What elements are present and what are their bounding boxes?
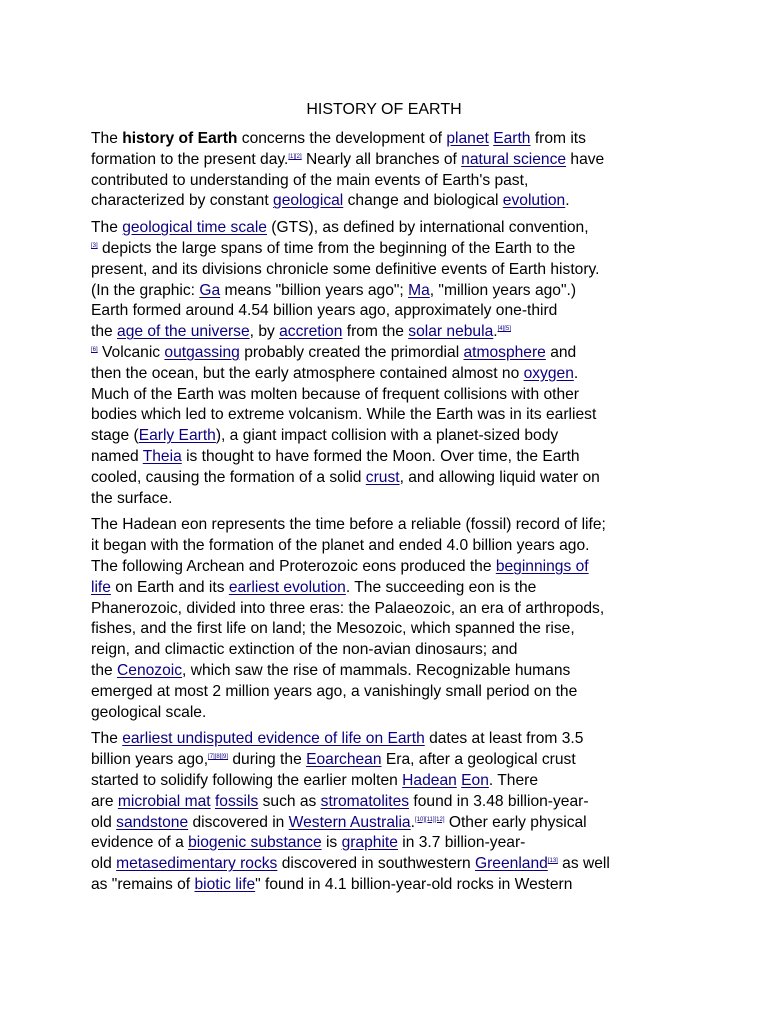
text-line [91,405,691,426]
text-run: is thought to have formed the Moon. Over time, the Earth [181,447,580,465]
text-line [91,619,691,640]
text-run: , "million years ago".) [429,281,577,299]
text-run: old [91,855,117,873]
text-run: characterized by constant [91,192,274,210]
link-fossils[interactable]: fossils [214,792,259,810]
text-line [91,281,691,302]
text-line [91,557,691,578]
link-geological-time-scale[interactable]: geological time scale [122,219,267,237]
text-run: Volcanic [97,343,165,361]
link-natural-science[interactable]: natural science [461,150,567,168]
text-run: Much of the Earth was molten because of frequent collisions with other [91,385,579,403]
text-line [91,640,691,661]
text-line [91,468,691,489]
text-line [91,771,691,792]
text-line [91,703,691,724]
text-line [91,578,691,599]
text-run: ), a giant impact collision with a planet-sized body [215,427,559,445]
text-run: discovered in southwestern [277,855,475,873]
link-metasedimentary-rocks[interactable]: metasedimentary rocks [116,855,278,873]
link-age-of-the-universe[interactable]: age of the universe [117,323,250,341]
text-run: . [573,364,579,382]
text-run: the [91,661,118,679]
text-run: billion years ago, [91,751,209,769]
link-crust[interactable]: crust [365,468,400,486]
article-body [91,129,691,902]
text-run: Era, after a geological crust [381,751,576,769]
text-run: means "billion years ago"; [220,281,409,299]
text-run: emerged at most 2 million years ago, a vanishingly small period on the [91,682,578,700]
link-oxygen[interactable]: oxygen [523,364,574,382]
text-run: and [545,343,577,361]
citation-link[interactable]: [3] [91,242,98,249]
link-early-earth[interactable]: Early Earth [138,427,216,445]
link-eoarchean[interactable]: Eoarchean [306,751,382,769]
text-run: in 3.7 billion-year- [397,834,526,852]
citation-link[interactable]: [10][11][12] [414,816,445,823]
text-run: bodies which led to extreme volcanism. While the Earth was in its earliest [91,406,597,424]
link-beginnings-of-life[interactable]: beginnings of [495,557,589,575]
bold-term: history of Earth [122,130,238,147]
text-run: evidence of a [91,834,189,852]
text-line [91,661,691,682]
link-ga[interactable]: Ga [199,281,221,299]
text-run: reign, and climactic extinction of the non-avian dinosaurs; and [91,641,518,659]
text-run: Phanerozoic, divided into three eras: the Palaeozoic, an era of arthropods, [91,599,605,617]
link-graphite[interactable]: graphite [341,834,398,852]
text-run: concerns the development of [237,130,447,147]
link-earliest-evolution[interactable]: earliest evolution [228,578,346,596]
text-run: . The succeeding eon is the [345,578,537,596]
text-line [91,599,691,620]
text-line [91,218,691,239]
text-run: the surface. [91,489,173,507]
text-run: named [91,447,143,465]
text-run: (In the graphic: [91,281,200,299]
text-run: (GTS), as defined by international convention, [266,219,589,237]
text-run: The following Archean and Proterozoic eons produced the [91,557,496,575]
text-run: on Earth and its [110,578,229,596]
text-run: as well [557,855,610,873]
link-eon[interactable]: Eon [461,771,489,789]
text-run: discovered in [188,813,289,831]
text-run: fishes, and the first life on land; the Mesozoic, which spanned the rise, [91,620,575,638]
text-run: formation to the present day. [91,150,289,168]
citation-link[interactable]: [13] [547,858,558,865]
link-biotic-life[interactable]: biotic life [194,875,256,893]
text-run: dates at least from 3.5 [424,730,584,748]
text-line [91,239,691,260]
text-run: from its [530,130,586,147]
text-line [91,343,691,364]
link-biogenic-substance[interactable]: biogenic substance [188,834,322,852]
text-line [91,536,691,557]
text-line [91,301,691,322]
link-earth[interactable]: Earth [493,130,531,147]
text-line [91,729,691,750]
text-run: old [91,813,117,831]
link-greenland[interactable]: Greenland [474,855,548,873]
page-title: HISTORY OF EARTH [306,101,462,118]
link-solar-nebula[interactable]: solar nebula [408,323,494,341]
text-line [91,150,691,171]
citation-link[interactable]: [6] [91,346,98,353]
link-atmosphere[interactable]: atmosphere [463,343,546,361]
text-run: from the [342,323,409,341]
text-run: have [566,150,605,168]
link-sandstone[interactable]: sandstone [116,813,189,831]
text-run: is [321,834,342,852]
text-run: the [91,323,118,341]
link-microbial-mat[interactable]: microbial mat [117,792,211,810]
text-run: as "remains of [91,875,195,893]
text-line [91,260,691,281]
link-stromatolites[interactable]: stromatolites [320,792,410,810]
text-line [91,426,691,447]
text-run: change and biological [343,192,503,210]
link-earliest-undisputed-evidence[interactable]: earliest undisputed evidence of life on Earth [122,730,425,748]
text-line [91,833,691,854]
text-line [91,682,691,703]
citation-link[interactable]: [1][2] [288,153,302,160]
text-line [91,447,691,468]
text-run: found in 3.48 billion-year- [409,792,589,810]
text-run: The [91,130,123,147]
text-run: . [565,192,570,210]
citation-link[interactable]: [7][8][9] [208,754,229,761]
text-run: stage ( [91,427,139,445]
link-outgassing[interactable]: outgassing [164,343,240,361]
link-ma[interactable]: Ma [408,281,430,299]
text-line [91,364,691,385]
text-run: . [410,813,415,831]
text-run: " found in 4.1 billion-year-old rocks in Western [255,875,573,893]
text-line [91,489,691,510]
text-line [91,191,691,212]
text-run: such as [258,792,321,810]
text-run: The Hadean eon represents the time before a reliable (fossil) record of life; [91,516,606,534]
text-run: then the ocean, but the early atmosphere contained almost no [91,364,524,382]
text-run: started to solidify following the earlier molten [91,771,403,789]
text-run: probably created the primordial [239,343,464,361]
text-line [91,792,691,813]
text-run: Nearly all branches of [301,150,462,168]
text-run: it began with the formation of the planet and ended 4.0 billion years ago. [91,537,590,555]
text-run: The [91,219,123,237]
text-run: . [493,323,498,341]
paragraph-earliest-life [91,729,691,895]
paragraph-intro [91,129,691,212]
link-theia[interactable]: Theia [142,447,182,465]
text-line [91,129,691,150]
text-run: contributed to understanding of the main events of Earth's past, [91,171,529,189]
link-planet[interactable]: planet [446,130,489,147]
text-line [91,322,691,343]
link-evolution[interactable]: evolution [502,192,566,210]
text-line [91,875,691,896]
link-accretion[interactable]: accretion [279,323,343,341]
text-run: during the [228,751,307,769]
link-hadean[interactable]: Hadean [402,771,457,789]
paragraph-eons [91,515,691,723]
link-geological[interactable]: geological [273,192,344,210]
text-run: The [91,730,123,748]
text-run: Earth formed around 4.54 billion years ago, approximately one-third [91,302,558,320]
link-western-australia[interactable]: Western Australia [288,813,411,831]
text-line [91,385,691,406]
text-line [91,813,691,834]
text-line [91,515,691,536]
paragraph-time-scale [91,218,691,509]
text-run: depicts the large spans of time from the beginning of the Earth to the [97,239,576,257]
link-beginnings-of-life-cont[interactable]: life [91,578,111,596]
text-run: , and allowing liquid water on [399,468,600,486]
text-line [91,171,691,192]
text-run: , which saw the rise of mammals. Recognizable humans [182,661,571,679]
text-run: Other early physical [444,813,587,831]
text-run: geological scale. [91,703,207,721]
link-cenozoic[interactable]: Cenozoic [117,661,183,679]
text-run: are [91,792,118,810]
text-run: present, and its divisions chronicle some definitive events of Earth history. [91,260,600,278]
text-run: cooled, causing the formation of a solid [91,468,366,486]
text-run: . There [488,771,539,789]
text-run: , by [249,323,280,341]
text-line [91,750,691,771]
text-line [91,854,691,875]
citation-link[interactable]: [4][5] [497,326,511,333]
